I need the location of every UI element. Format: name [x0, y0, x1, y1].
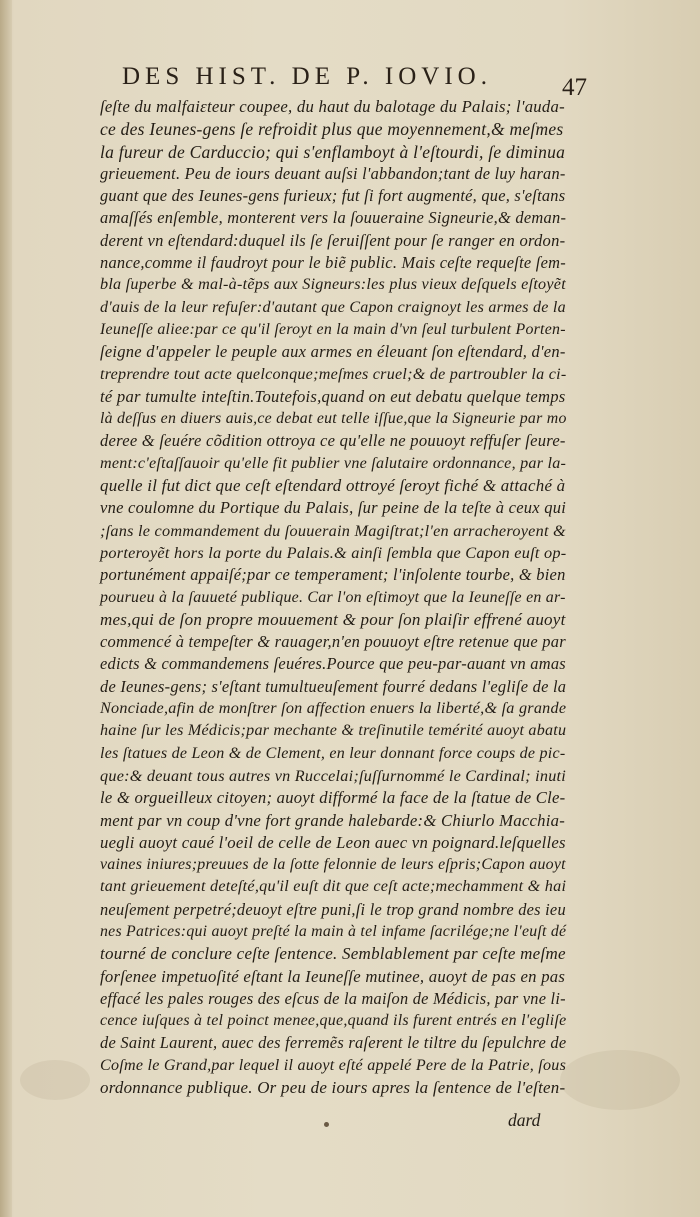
text-line: té par tumulte inteſtin.Toutefois,quand on eut debatu quelque temps — [100, 386, 566, 406]
text-line: vne coulomne du Portique du Palais, ſur peine de la teſte à ceux qui — [100, 498, 567, 518]
text-line: porteroyẽt hors la porte du Palais.& ainſi ſembla que Capon euſt op- — [100, 543, 567, 562]
text-line: cence iuſques à tel poinct menee,que,quand ils furent entrés en l'egliſe — [100, 1012, 567, 1030]
text-line: ſeigne d'appeler le peuple aux armes en éleuant ſon eſtendard, d'en- — [100, 342, 566, 362]
text-line: là deſſus en diuers auis,ce debat eut telle iſſue,que la Signeurie par mo — [100, 410, 567, 428]
text-line: les ſtatues de Leon & de Clement, en leur donnant force coups de pic- — [100, 744, 566, 762]
ornament-dot — [324, 1122, 329, 1127]
text-line: quelle il fut dict que ceſt eſtendard ottroyé ſeroyt fiché & attaché à — [100, 476, 566, 496]
text-line: de Saint Laurent, auec des ferremẽs raſerent le tiltre du ſepulchre de — [100, 1033, 567, 1053]
text-line: vaines iniures;preuues de la ſotte felonnie de leurs eſpris;Capon auoyt — [100, 856, 566, 874]
text-line: bla ſuperbe & mal-à-tẽps aux Signeurs:les plus vieux deſquels eſtoyẽt — [100, 276, 566, 294]
text-line: treprendre tout acte quelconque;meſmes cruel;& de partroubler la ci- — [100, 365, 567, 383]
text-line: forſenee impetuoſité eſtant la Ieuneſſe mutinee, auoyt de pas en pas — [100, 966, 566, 986]
text-line: deree & ſeuére cõdition ottroya ce qu'elle ne pouuoyt reffuſer ſeure- — [100, 431, 566, 451]
text-line: effacé les pales rouges des eſcus de la maiſon de Médicis, par vne li- — [100, 988, 566, 1008]
text-line: le & orgueilleux citoyen; auoyt difformé la face de la ſtatue de Cle- — [100, 788, 566, 808]
text-line: ſeſte du malfaiɛteur coupee, du haut du balotage du Palais; l'auda- — [100, 97, 565, 116]
text-line: uegli auoyt caué l'oeil de celle de Leon auec vn poignard.leſquelles — [100, 832, 566, 852]
text-line: ment:c'eſtaſſauoir qu'elle fit publier vne ſalutaire ordonnance, par la- — [100, 454, 567, 472]
catchword: dard — [508, 1110, 541, 1130]
text-line: la fureur de Carduccio; qui s'enflamboyt à l'eſtourdi, ſe diminua — [100, 141, 566, 162]
text-line: ment par vn coup d'vne fort grande halebarde:& Chiurlo Macchia- — [100, 810, 566, 830]
text-line: portunément appaiſé;par ce temperament; l'inſolente tourbe, & bien — [100, 565, 566, 585]
text-line: ordonnance publique. Or peu de iours apres la ſentence de l'eſten- — [100, 1078, 566, 1098]
text-line: pourueu à la ſauueté publique. Car l'on eſtimoyt que la Ieuneſſe en ar- — [100, 588, 566, 606]
text-line: nance,comme il faudroyt pour le biẽ public. Mais ceſte requeſte ſem- — [100, 253, 566, 273]
text-line: nes Patrices:qui auoyt preſté la main à tel infame ſacrilége;ne l'euſt dé — [100, 922, 567, 940]
page-number: 47 — [562, 74, 587, 101]
text-line: tant grieuement deteſté,qu'il euſt dit que ceſt acte;mechamment & hai — [100, 878, 567, 896]
text-line: edicts & commandemens ſeuéres.Pource que peu-par-auant vn amas — [100, 654, 566, 674]
text-line: d'auis de la leur refuſer:d'autant que Capon craignoyt les armes de la — [100, 298, 566, 316]
text-line: grieuement. Peu de iours deuant auſsi l'abbandon;tant de luy haran- — [100, 163, 566, 183]
text-line: derent vn eſtendard:duquel ils ſe ſeruiſſent pour ſe ranger en ordon- — [100, 230, 566, 250]
text-line: amaſſés enſemble, monterent vers la ſouueraine Signeurie,& deman- — [100, 208, 567, 228]
text-line: mes,qui de ſon propre mouuement & pour ſon plaiſir effrené auoyt — [100, 609, 566, 629]
body-text — [100, 96, 565, 1099]
text-line: neuſement perpetré;deuoyt eſtre puni,ſi le trop grand nombre des ieu — [100, 899, 566, 919]
paper-stain — [560, 1050, 680, 1110]
text-line: haine ſur les Médicis;par mechante & treſinutile temérité auoyt abatu — [100, 722, 567, 740]
page-gutter — [0, 0, 12, 1217]
text-line: de Ieunes-gens; s'eſtant tumultueuſement fourré dedans l'egliſe de la — [100, 676, 567, 696]
text-line: que:& deuant tous autres vn Ruccelai;ſuſſurnommé le Cardinal; inuti — [100, 766, 567, 785]
text-line: tourné de conclure ceſte ſentence. Semblablement par ceſte meſme — [100, 944, 566, 964]
text-line: guant que des Ieunes-gens furieux; fut ſi fort augmenté, que, s'eſtans — [100, 186, 566, 206]
text-line: ;ſans le commandement du ſouuerain Magiſtrat;l'en arracheroyent & — [100, 521, 566, 540]
text-line: Coſme le Grand,par lequel il auoyt eſté appelé Pere de la Patrie, ſous — [100, 1056, 567, 1074]
text-line: ce des Ieunes-gens ſe refroidit plus que moyennement,& meſmes — [100, 119, 564, 140]
running-head: DES HIST. DE P. IOVIO. — [122, 63, 492, 90]
paper-stain — [20, 1060, 90, 1100]
text-line: Ieuneſſe aliee:par ce qu'il ſeroyt en la main d'vn ſeul turbulent Porten- — [100, 320, 566, 338]
text-line: Nonciade,afin de monſtrer ſon affection enuers la liberté,& ſa grande — [100, 700, 567, 718]
text-line: commencé à tempeſter & rauager,n'en pouuoyt eſtre retenue que par — [100, 632, 566, 652]
